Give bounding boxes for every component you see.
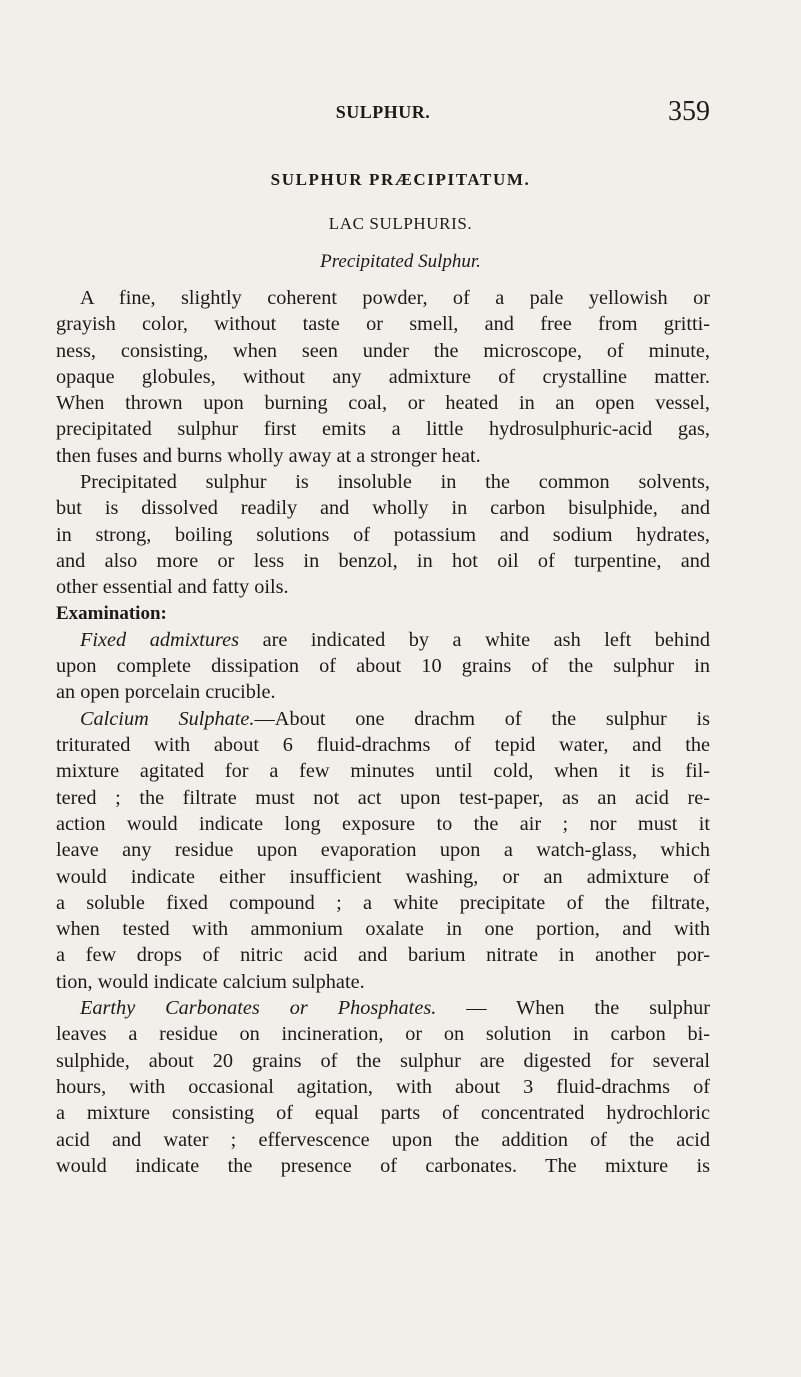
text-line: action would indicate long exposure to the air ; nor must it xyxy=(56,812,710,835)
text-line: in strong, boiling solutions of potassium and sodium hydrates, xyxy=(56,523,710,546)
section-heading: SULPHUR PRÆCIPITATUM. xyxy=(270,170,531,189)
text-line: leave any residue upon evaporation upon a watch-glass, which xyxy=(56,839,710,862)
paragraph-description xyxy=(56,285,710,469)
text-line: grayish color, without taste or smell, and free from gritti- xyxy=(56,313,710,336)
text-line: acid and water ; effervescence upon the addition of the acid xyxy=(56,1128,710,1151)
running-head xyxy=(56,96,710,130)
text-line: When thrown upon burning coal, or heated in an open vessel, xyxy=(56,392,710,415)
paragraph-earthy-carbonates xyxy=(56,995,710,1179)
text-line: upon complete dissipation of about 10 grains of the sulphur in xyxy=(56,655,710,678)
text-line: then fuses and burns wholly away at a stronger heat. xyxy=(56,444,481,467)
text-line: would indicate the presence of carbonates. The mixture is xyxy=(56,1154,710,1177)
text-line: other essential and fatty oils. xyxy=(56,576,289,599)
paragraph-calcium-sulphate xyxy=(56,706,710,995)
text-line xyxy=(56,995,710,1021)
text-line xyxy=(56,706,710,732)
text-line: triturated with about 6 fluid-drachms of tepid water, and the xyxy=(56,734,710,757)
examination-heading: Examination: xyxy=(56,602,167,624)
fixed-admixtures-title: Fixed admixtures xyxy=(80,628,240,651)
body-text xyxy=(56,285,710,1179)
text-line: precipitated sulphur first emits a little hydrosulphuric-acid gas, xyxy=(56,418,710,441)
calcium-sulphate-title: Calcium Sulphate. xyxy=(80,707,255,730)
text-line: tion, would indicate calcium sulphate. xyxy=(56,970,365,993)
text-line: and also more or less in benzol, in hot oil of turpentine, and xyxy=(56,549,710,572)
text-line: a few drops of nitric acid and barium nitrate in another por- xyxy=(56,944,710,967)
text-line: tered ; the filtrate must not act upon test-paper, as an acid re- xyxy=(56,786,710,809)
text-line: would indicate either insufficient washing, or an admixture of xyxy=(56,865,710,888)
text-span: —About one drachm of the sulphur is xyxy=(254,707,711,730)
text-line xyxy=(56,627,710,653)
text-line: hours, with occasional agitation, with about 3 fluid-drachms of xyxy=(56,1075,710,1098)
earthy-carbonates-title: Earthy Carbonates or Phosphates. xyxy=(80,997,437,1020)
paragraph-fixed-admixtures xyxy=(56,627,710,706)
section-subheading: LAC SULPHURIS. xyxy=(328,214,473,233)
text-line: leaves a residue on incineration, or on solution in carbon bi- xyxy=(56,1023,710,1046)
text-span: — When the sulphur xyxy=(436,997,710,1020)
text-line: Precipitated sulphur is insoluble in the common solvents, xyxy=(80,471,710,494)
text-line: mixture agitated for a few minutes until cold, when it is fil- xyxy=(56,760,710,783)
text-line: but is dissolved readily and wholly in carbon bisulphide, and xyxy=(56,497,710,520)
text-line: opaque globules, without any admixture of crystalline matter. xyxy=(56,365,710,388)
text-line: a soluble fixed compound ; a white precipitate of the filtrate, xyxy=(56,891,710,914)
text-span: are indicated by a white ash left behind xyxy=(239,628,710,651)
paragraph-solubility xyxy=(56,469,710,600)
text-line: ness, consisting, when seen under the microscope, of minute, xyxy=(56,339,710,362)
text-line: sulphide, about 20 grains of the sulphur are digested for several xyxy=(56,1049,710,1072)
text-line: when tested with ammonium oxalate in one portion, and with xyxy=(56,918,710,941)
text-line: a mixture consisting of equal parts of concentrated hydrochloric xyxy=(56,1102,710,1125)
text-line: an open porcelain crucible. xyxy=(56,681,276,704)
page-number: 359 xyxy=(668,96,710,127)
text-line: A fine, slightly coherent powder, of a pale yellowish or xyxy=(80,287,710,309)
running-title: SULPHUR. xyxy=(335,102,431,122)
section-english-name: Precipitated Sulphur. xyxy=(320,251,481,272)
